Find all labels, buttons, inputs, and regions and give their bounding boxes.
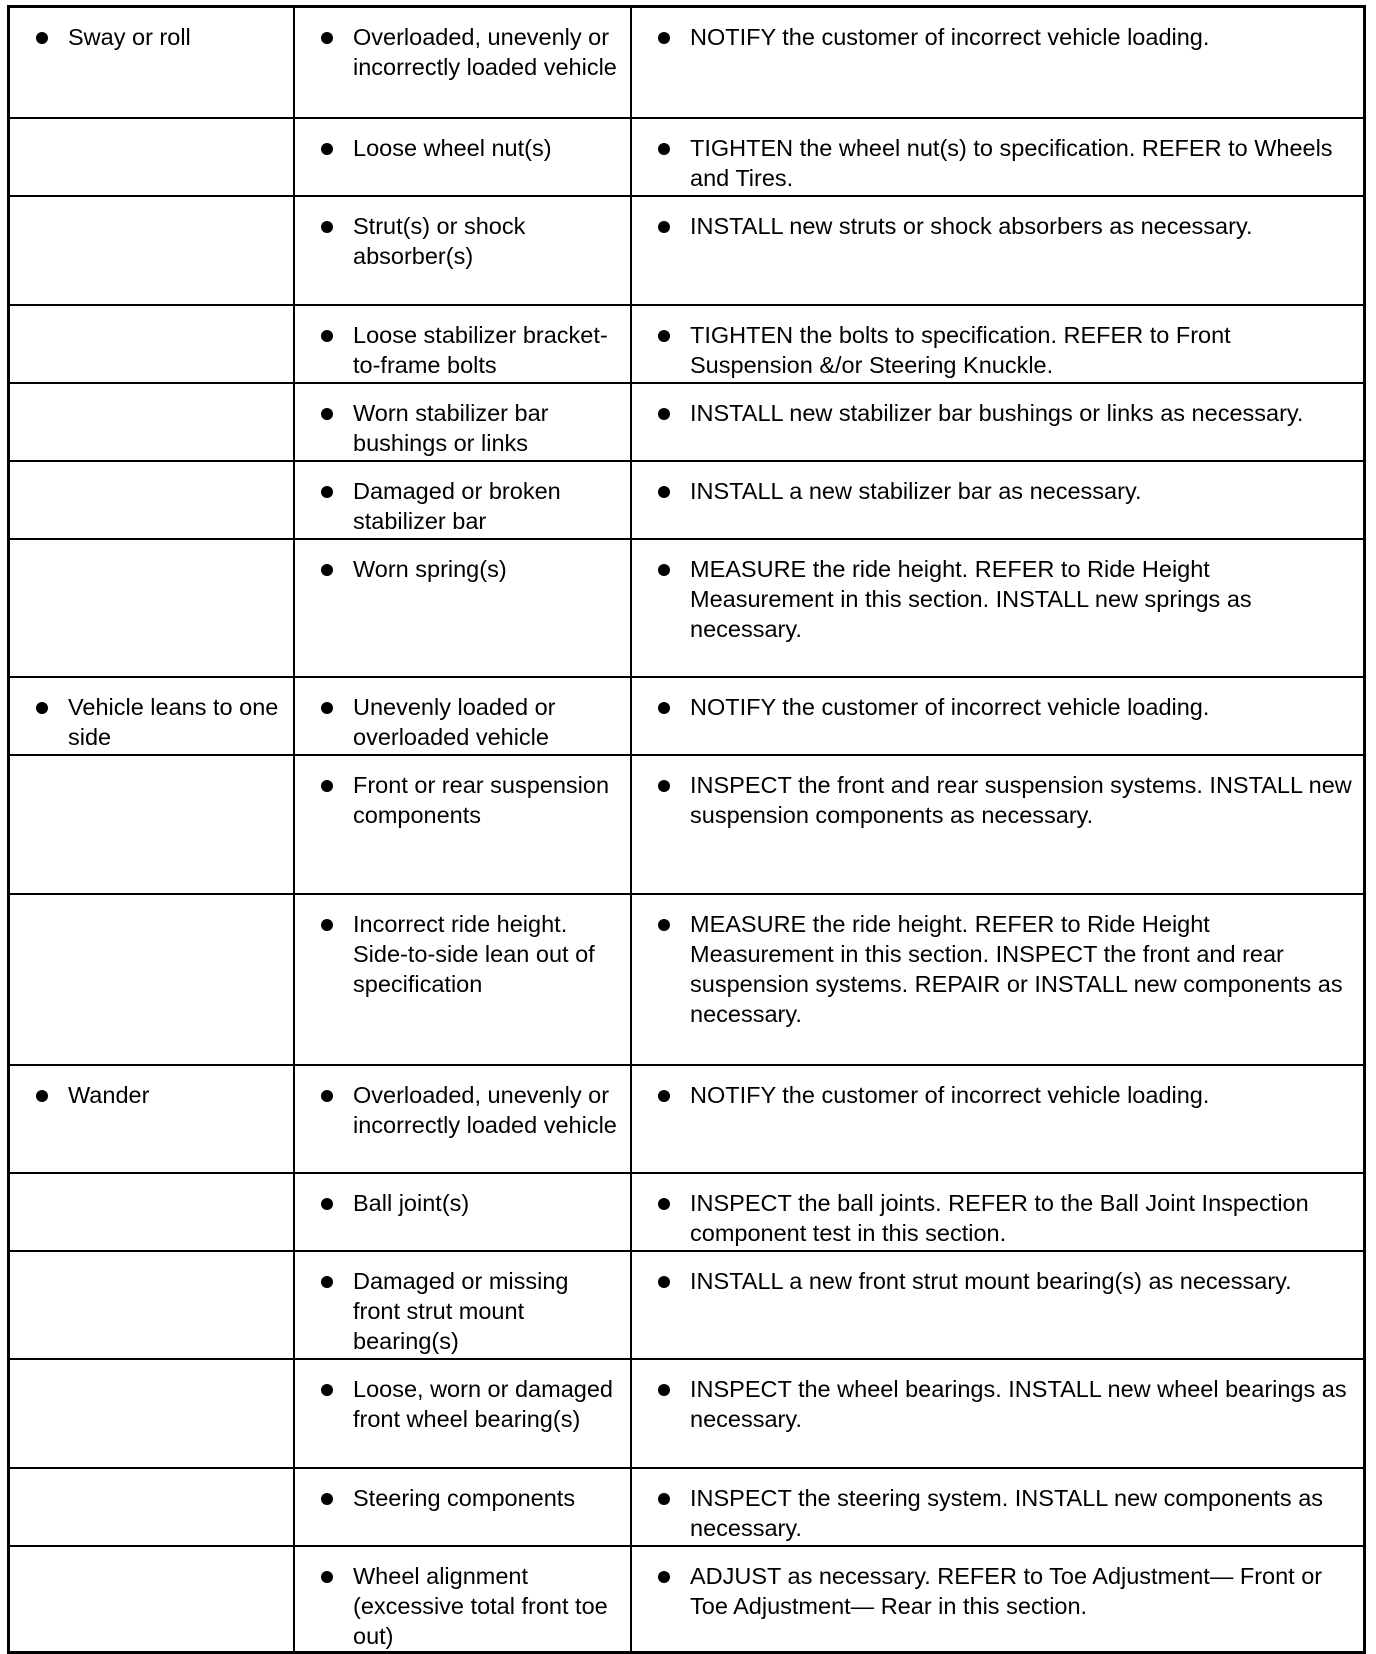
bullet-icon (321, 143, 333, 155)
symptom-cell (10, 306, 295, 382)
table-row (10, 538, 1363, 676)
cause-cell (295, 756, 632, 893)
cause-text: Incorrect ride height. Side-to-side lean out of specification (353, 911, 595, 997)
symptom-cell (10, 384, 295, 460)
symptom-text: Sway or roll (68, 24, 191, 50)
table-row (10, 1250, 1363, 1358)
bullet-icon (321, 1493, 333, 1505)
table-row (10, 382, 1363, 460)
cause-text: Steering components (353, 1485, 576, 1511)
symptom-cell (10, 756, 295, 893)
action-cell (632, 462, 1363, 538)
action-text: INSPECT the front and rear suspension systems. INSTALL new suspension components as necessary. (690, 772, 1352, 828)
symptom-cell (10, 119, 295, 195)
action-text: INSPECT the wheel bearings. INSTALL new wheel bearings as necessary. (690, 1376, 1347, 1432)
cause-text: Loose stabilizer bracket-to-frame bolts (353, 322, 608, 378)
action-cell (632, 306, 1363, 382)
action-text: MEASURE the ride height. REFER to Ride Height Measurement in this section. INSPECT the front and rear suspension systems. REPAIR or INSTALL new components as necessary. (690, 911, 1343, 1027)
action-text: NOTIFY the customer of incorrect vehicle loading. (690, 1082, 1210, 1108)
action-cell (632, 119, 1363, 195)
cause-text: Unevenly loaded or overloaded vehicle (353, 694, 556, 750)
action-cell (632, 1252, 1363, 1358)
action-text: INSTALL a new front strut mount bearing(s) as necessary. (690, 1268, 1292, 1294)
action-cell (632, 1547, 1363, 1651)
table-row (10, 1467, 1363, 1545)
bullet-icon (321, 330, 333, 342)
symptom-cell (10, 462, 295, 538)
table-row (10, 1172, 1363, 1250)
cause-text: Worn spring(s) (353, 556, 507, 582)
bullet-icon (321, 564, 333, 576)
action-cell (632, 1469, 1363, 1545)
bullet-icon (658, 408, 670, 420)
bullet-icon (658, 143, 670, 155)
cause-cell (295, 1469, 632, 1545)
action-cell (632, 678, 1363, 754)
cause-text: Strut(s) or shock absorber(s) (353, 213, 526, 269)
table-row (10, 893, 1363, 1064)
table-row (10, 117, 1363, 195)
bullet-icon (321, 1198, 333, 1210)
table-row (10, 1545, 1363, 1651)
bullet-icon (658, 32, 670, 44)
bullet-icon (321, 702, 333, 714)
bullet-icon (321, 919, 333, 931)
cause-text: Damaged or missing front strut mount bearing(s) (353, 1268, 569, 1354)
bullet-icon (321, 486, 333, 498)
symptom-cell (10, 1252, 295, 1358)
bullet-icon (36, 32, 48, 44)
symptom-cell (10, 1174, 295, 1250)
diagnosis-table (7, 5, 1366, 1654)
action-cell (632, 1360, 1363, 1467)
symptom-cell (10, 1066, 295, 1172)
cause-text: Ball joint(s) (353, 1190, 470, 1216)
action-cell (632, 756, 1363, 893)
bullet-icon (658, 564, 670, 576)
cause-text: Wheel alignment (excessive total front toe out) (353, 1563, 608, 1649)
cause-text: Loose, worn or damaged front wheel bearing(s) (353, 1376, 613, 1432)
cause-text: Loose wheel nut(s) (353, 135, 552, 161)
cause-cell (295, 1360, 632, 1467)
table-row (10, 676, 1363, 754)
action-text: NOTIFY the customer of incorrect vehicle loading. (690, 694, 1210, 720)
cause-cell (295, 8, 632, 117)
action-text: ADJUST as necessary. REFER to Toe Adjustment— Front or Toe Adjustment— Rear in this section. (690, 1563, 1323, 1619)
action-text: TIGHTEN the bolts to specification. REFER to Front Suspension &/or Steering Knuckle. (690, 322, 1231, 378)
bullet-icon (321, 1276, 333, 1288)
action-cell (632, 540, 1363, 676)
symptom-cell (10, 540, 295, 676)
bullet-icon (321, 1090, 333, 1102)
cause-cell (295, 197, 632, 304)
cause-cell (295, 1174, 632, 1250)
bullet-icon (658, 780, 670, 792)
table-row (10, 304, 1363, 382)
bullet-icon (321, 221, 333, 233)
cause-cell (295, 1547, 632, 1651)
table-row (10, 460, 1363, 538)
action-cell (632, 1174, 1363, 1250)
action-text: INSPECT the steering system. INSTALL new components as necessary. (690, 1485, 1324, 1541)
symptom-cell (10, 197, 295, 304)
bullet-icon (321, 32, 333, 44)
bullet-icon (36, 1090, 48, 1102)
bullet-icon (658, 1090, 670, 1102)
bullet-icon (658, 330, 670, 342)
bullet-icon (658, 486, 670, 498)
bullet-icon (658, 1571, 670, 1583)
bullet-icon (658, 1493, 670, 1505)
symptom-cell (10, 895, 295, 1064)
action-text: MEASURE the ride height. REFER to Ride Height Measurement in this section. INSTALL new springs as necessary. (690, 556, 1252, 642)
bullet-icon (658, 1384, 670, 1396)
action-text: INSTALL new stabilizer bar bushings or links as necessary. (690, 400, 1304, 426)
cause-text: Damaged or broken stabilizer bar (353, 478, 561, 534)
cause-text: Front or rear suspension components (353, 772, 610, 828)
table-row (10, 195, 1363, 304)
table-row (10, 1064, 1363, 1172)
action-text: TIGHTEN the wheel nut(s) to specification. REFER to Wheels and Tires. (690, 135, 1333, 191)
cause-cell (295, 678, 632, 754)
symptom-text: Vehicle leans to one side (68, 694, 279, 750)
action-text: INSPECT the ball joints. REFER to the Ball Joint Inspection component test in this section. (690, 1190, 1309, 1246)
action-text: INSTALL new struts or shock absorbers as necessary. (690, 213, 1253, 239)
table-row (10, 8, 1363, 117)
symptom-cell (10, 1469, 295, 1545)
cause-text: Overloaded, unevenly or incorrectly loaded vehicle (353, 1082, 617, 1138)
cause-cell (295, 119, 632, 195)
action-cell (632, 197, 1363, 304)
bullet-icon (36, 702, 48, 714)
symptom-cell (10, 1360, 295, 1467)
bullet-icon (321, 1384, 333, 1396)
bullet-icon (321, 408, 333, 420)
action-text: INSTALL a new stabilizer bar as necessary. (690, 478, 1142, 504)
cause-cell (295, 306, 632, 382)
bullet-icon (658, 1276, 670, 1288)
symptom-cell (10, 8, 295, 117)
symptom-cell (10, 1547, 295, 1651)
bullet-icon (321, 1571, 333, 1583)
table-row (10, 754, 1363, 893)
cause-cell (295, 1066, 632, 1172)
cause-cell (295, 895, 632, 1064)
action-text: NOTIFY the customer of incorrect vehicle loading. (690, 24, 1210, 50)
symptom-cell (10, 678, 295, 754)
cause-cell (295, 384, 632, 460)
cause-cell (295, 462, 632, 538)
bullet-icon (658, 221, 670, 233)
bullet-icon (658, 1198, 670, 1210)
action-cell (632, 384, 1363, 460)
action-cell (632, 1066, 1363, 1172)
bullet-icon (658, 702, 670, 714)
action-cell (632, 8, 1363, 117)
cause-cell (295, 540, 632, 676)
symptom-text: Wander (68, 1082, 150, 1108)
cause-cell (295, 1252, 632, 1358)
cause-text: Overloaded, unevenly or incorrectly loaded vehicle (353, 24, 617, 80)
action-cell (632, 895, 1363, 1064)
table-row (10, 1358, 1363, 1467)
bullet-icon (658, 919, 670, 931)
cause-text: Worn stabilizer bar bushings or links (353, 400, 549, 456)
bullet-icon (321, 780, 333, 792)
